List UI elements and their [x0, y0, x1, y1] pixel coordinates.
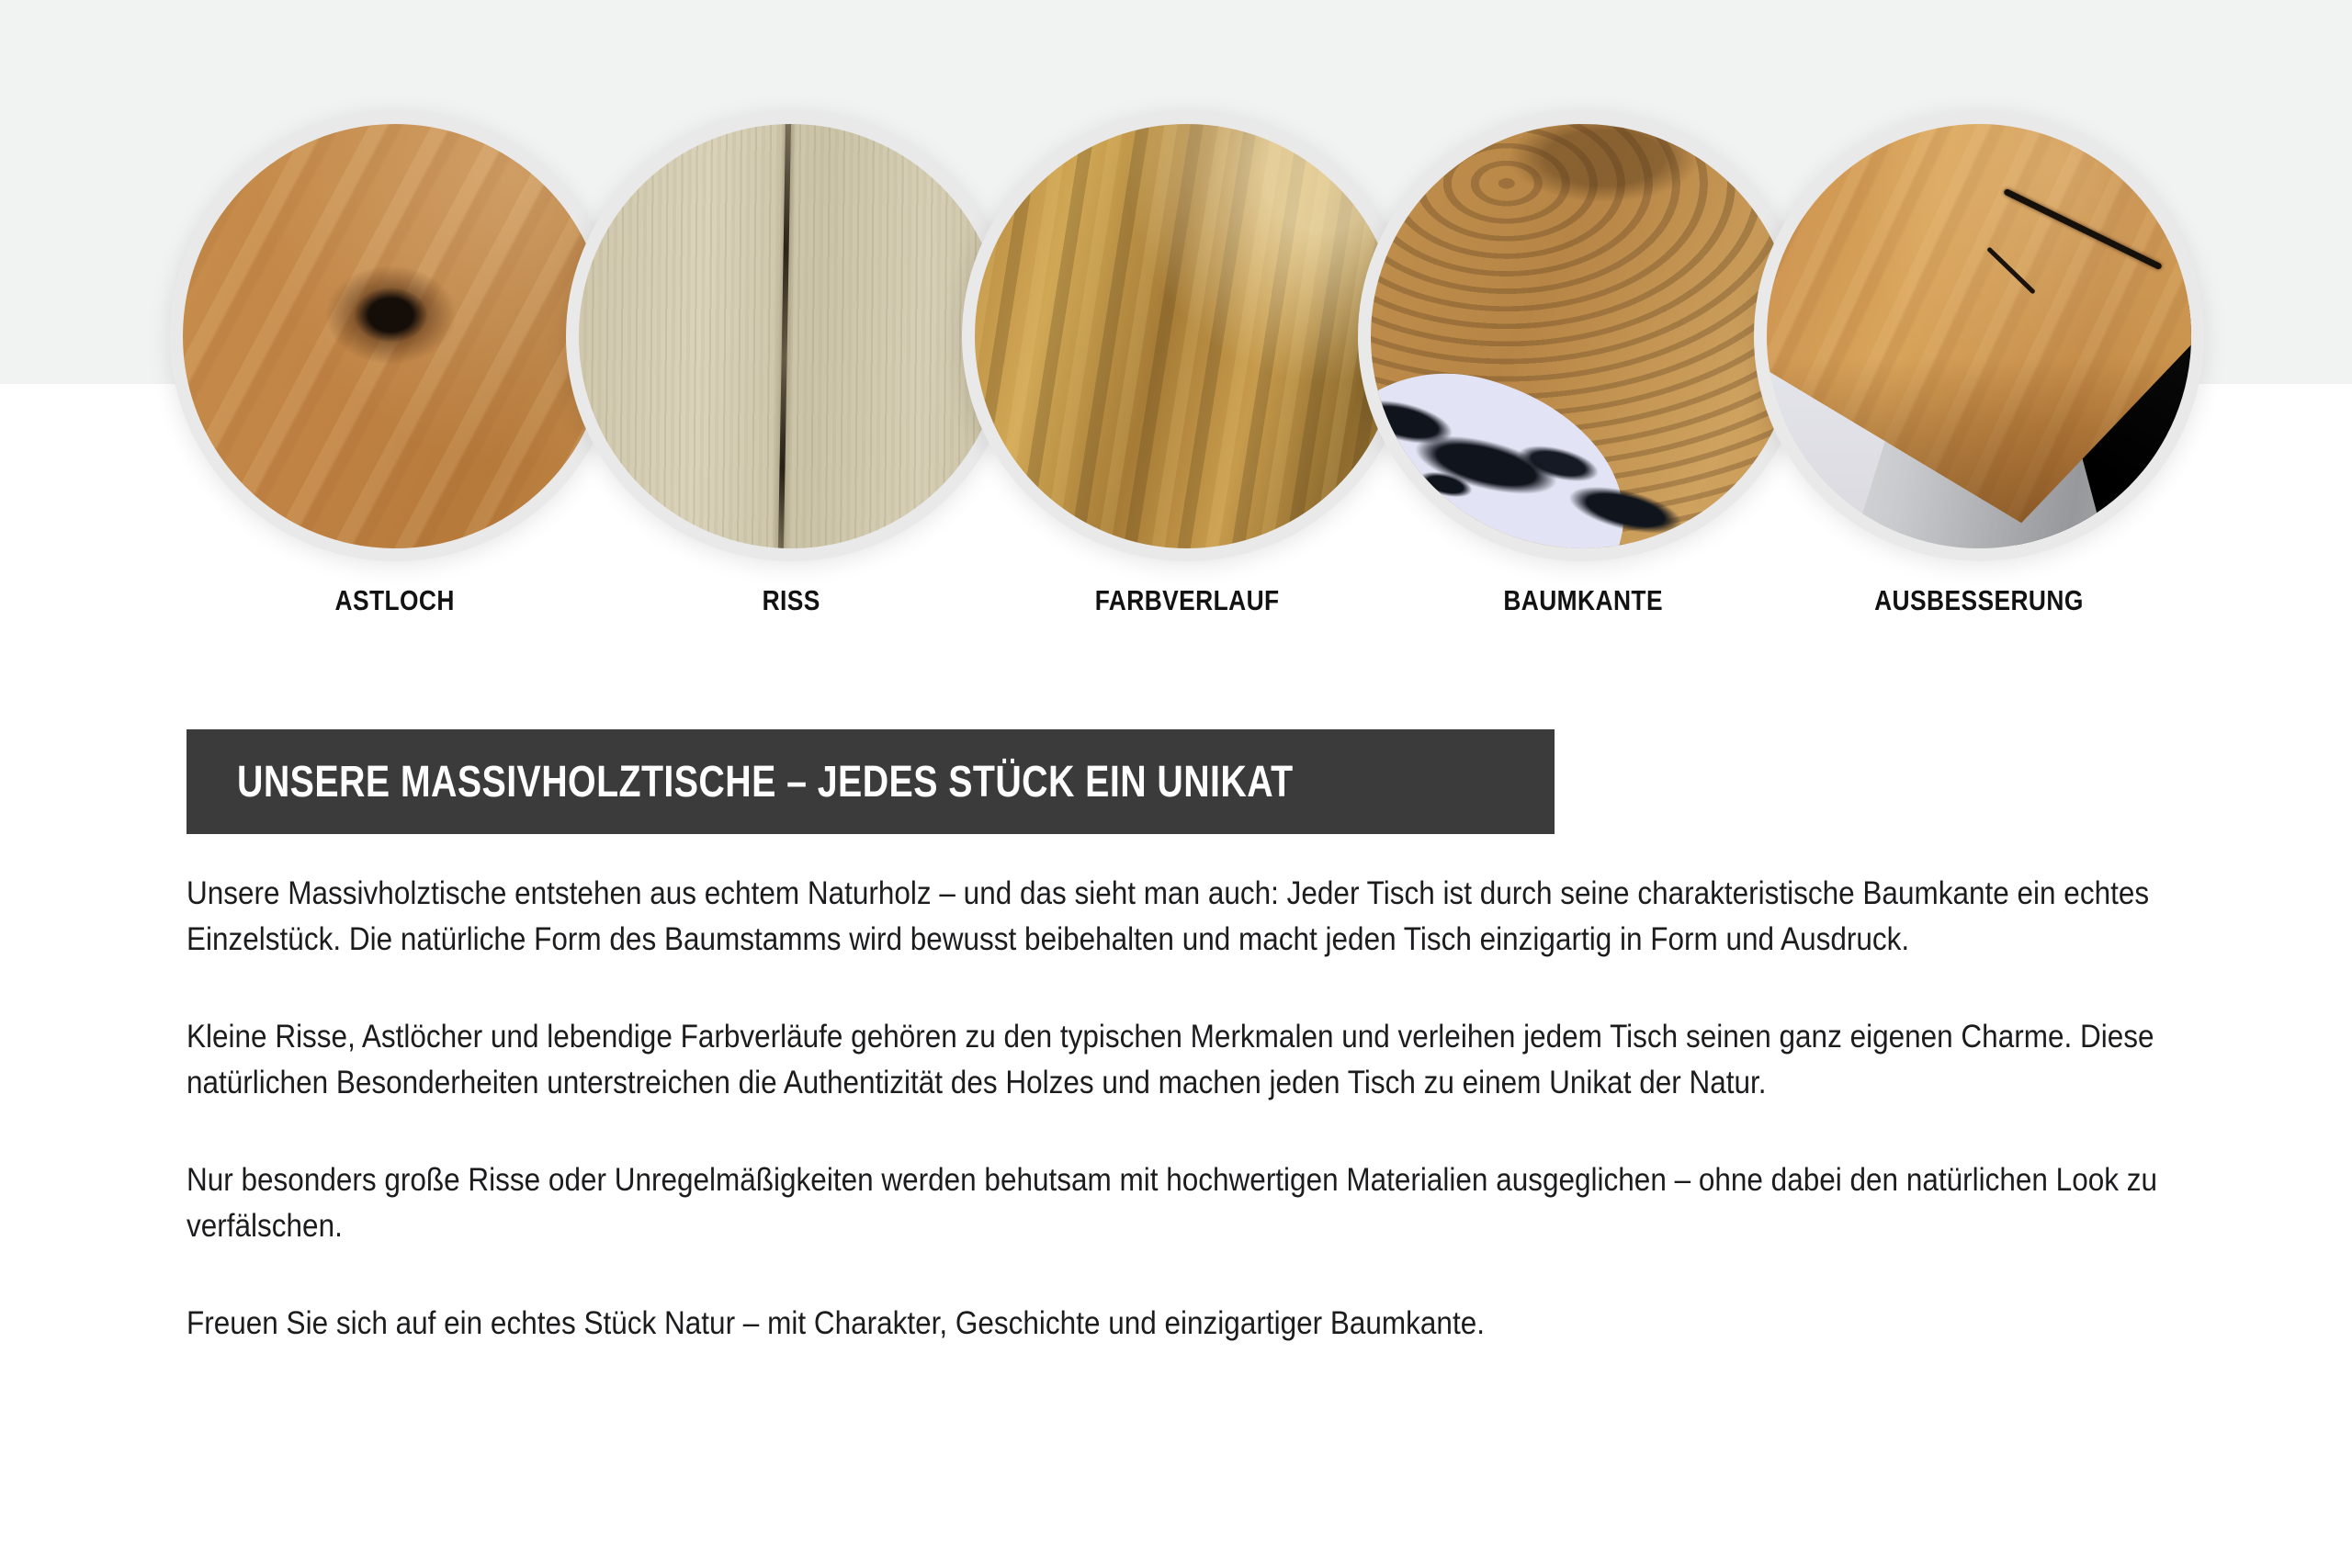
body-paragraph-1: Unsere Massivholztische entstehen aus echtem Naturholz – und das sieht man auch: Jeder Tisch ist durch seine charakteristische Baumkante ein echtes Einzelstück. Die natürliche Form des Baumstamms wird bewusst beibehalten und macht jeden Tisch einzigartig in Form und Ausdruck.: [187, 875, 2150, 957]
gallery-label-ausbesserung: AUSBESSERUNG: [1874, 584, 2084, 616]
body-paragraph-2: Kleine Risse, Astlöcher und lebendige Farbverläufe gehören zu den typischen Merkmalen und verleihen jedem Tisch seinen ganz eigenen Charme. Diese natürlichen Besonderheiten unterstreichen die Authentizität des Holzes und machen jeden Tisch zu einem Unikat der Natur.: [187, 1019, 2154, 1100]
gallery-image-baumkante: [1358, 111, 1808, 561]
section-heading: UNSERE MASSIVHOLZTISCHE – JEDES STÜCK EIN UNIKAT: [237, 757, 1294, 807]
wood-crack-line: [778, 116, 791, 558]
repaired-crack-branch: [1986, 246, 2036, 294]
gallery-label-riss: RISS: [762, 584, 820, 616]
gallery-label-farbverlauf: FARBVERLAUF: [1094, 584, 1280, 616]
section-heading-band: [187, 729, 1555, 834]
gallery-image-astloch: [170, 111, 620, 561]
gallery-image-riss: [566, 111, 1016, 561]
body-paragraph-4: Freuen Sie sich auf ein echtes Stück Natur – mit Charakter, Geschichte und einzigartiger Baumkante.: [187, 1305, 1485, 1341]
gallery-image-farbverlauf: [962, 111, 1412, 561]
gallery-label-baumkante: BAUMKANTE: [1503, 584, 1663, 616]
repaired-crack-line: [2004, 188, 2164, 271]
body-paragraph-3: Nur besonders große Risse oder Unregelmäßigkeiten werden behutsam mit hochwertigen Materialien ausgeglichen – ohne dabei den natürlichen Look zu verfälschen.: [187, 1162, 2158, 1244]
gallery-label-astloch: ASTLOCH: [334, 584, 456, 616]
gallery-image-ausbesserung: [1754, 111, 2204, 561]
section-copy: [187, 871, 2188, 1398]
